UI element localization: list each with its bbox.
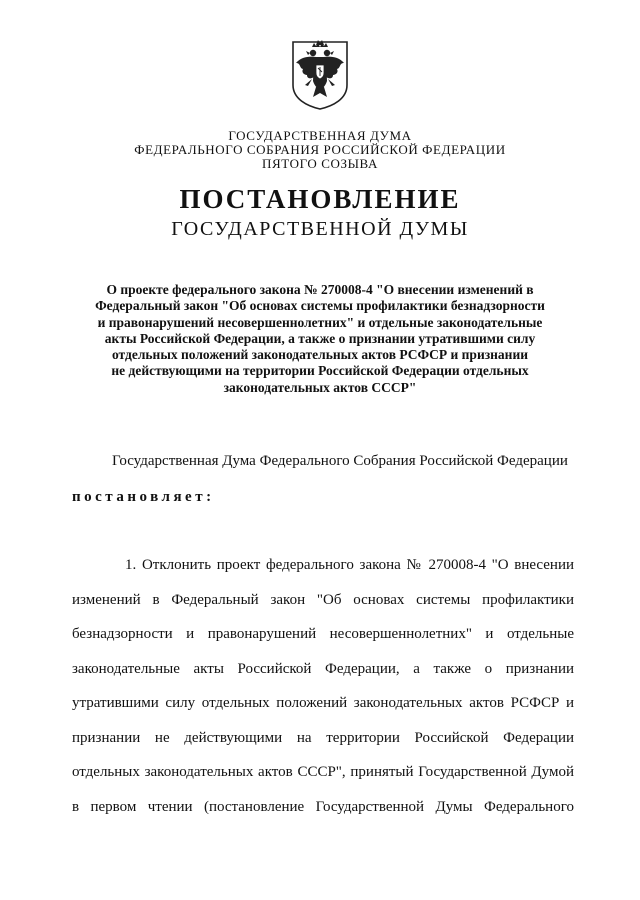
subject-line: законодательных актов СССР": [223, 379, 417, 395]
document-subtitle: ГОСУДАРСТВЕННОЙ ДУМЫ: [171, 218, 469, 240]
document-title: ПОСТАНОВЛЕНИЕ: [179, 184, 461, 214]
clause-1: [72, 557, 574, 833]
clause-line: изменений в Федеральный закон "Об основах системы профилактики: [72, 591, 574, 608]
subject-line: не действующими на территории Российской Федерации отдельных: [111, 363, 529, 379]
subject-line: О проекте федерального закона № 270008-4 "О внесении изменений в: [106, 282, 534, 297]
header-line-convocation: ПЯТОГО СОЗЫВА: [262, 156, 378, 171]
clause-line: 1. Отклонить проект федерального закона № 270008-4 "О внесении: [125, 557, 574, 573]
clause-line: отдельных законодательных актов СССР", принятый Государственной Думой: [72, 764, 574, 780]
coat-of-arms-icon: [289, 39, 351, 111]
clause-line: утратившими силу отдельных положений законодательных актов РСФСР и: [72, 695, 574, 711]
subject-line: Федеральный закон "Об основах системы профилактики безнадзорности: [95, 298, 545, 314]
clause-line: безнадзорности и правонарушений несовершеннолетних" и отдельные: [72, 626, 574, 642]
clause-line: законодательные акты Российской Федерации, а также о признании: [72, 660, 574, 677]
clause-line: в первом чтении (постановление Государственной Думы Федерального: [72, 798, 574, 815]
subject-line: и правонарушений несовершеннолетних" и отдельные законодательные: [97, 314, 543, 330]
header-line-duma: ГОСУДАРСТВЕННАЯ ДУМА: [228, 128, 412, 143]
subject-heading: [0, 282, 640, 396]
header-line-federal-assembly: ФЕДЕРАЛЬНОГО СОБРАНИЯ РОССИЙСКОЙ ФЕДЕРАЦИИ: [134, 142, 506, 157]
subject-line: отдельных положений законодательных актов РСФСР и признании: [111, 347, 529, 363]
clause-line: признании не действующими на территории Российской Федерации: [72, 729, 574, 746]
subject-line: акты Российской Федерации, а также о признании утратившими силу: [104, 330, 536, 346]
decree-word: постановляет:: [72, 489, 215, 505]
intro-paragraph: Государственная Дума Федерального Собрания Российской Федерации: [112, 453, 568, 469]
